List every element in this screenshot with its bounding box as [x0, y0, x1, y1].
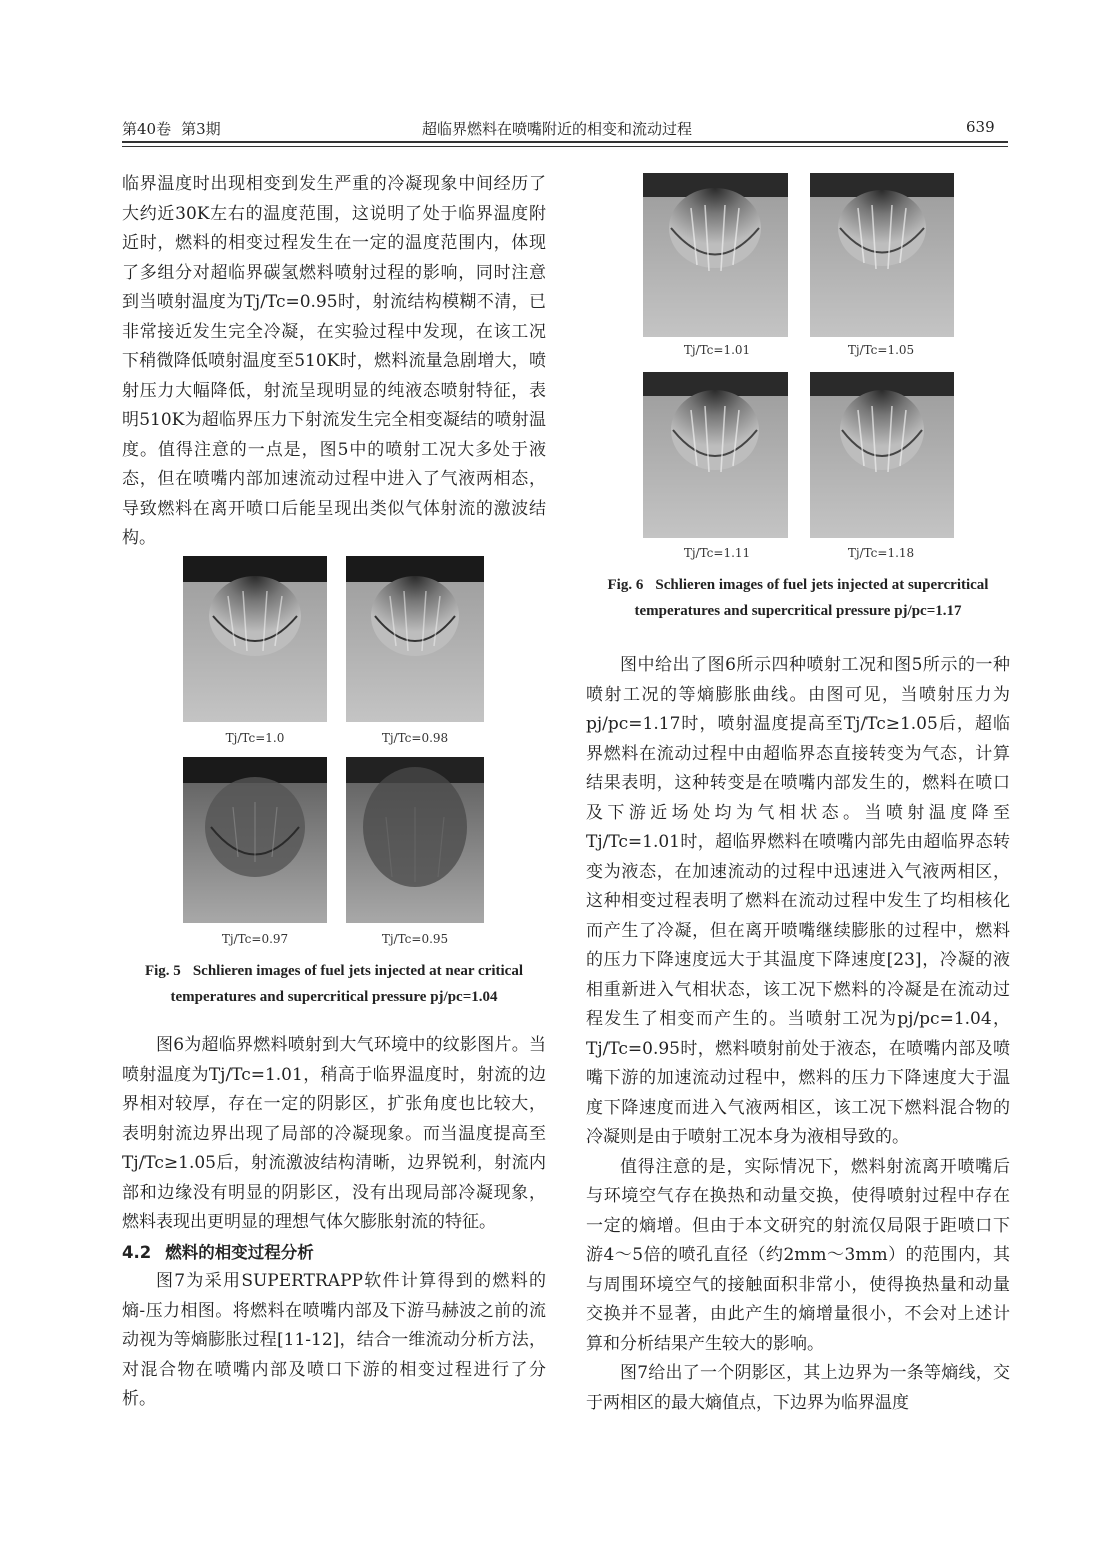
fig6-caption-line1: Schlieren images of fuel jets injected at supercritical — [655, 577, 989, 593]
fig6-image-4 — [810, 372, 954, 538]
section-title: 燃料的相变过程分析 — [165, 1242, 314, 1262]
fig5-image-1 — [183, 556, 327, 722]
running-header-volume: 第40卷 第3期 — [122, 120, 221, 138]
fig5-caption-line2: temperatures and supercritical pressure pj/pc=1.04 — [170, 989, 498, 1005]
fig5-label-4: Tj/Tc=0.95 — [381, 932, 449, 946]
fig5-image-2 — [346, 556, 484, 722]
fig5-caption-line1: Schlieren images of fuel jets injected at near critical — [192, 963, 524, 979]
paragraph: 图7为采用SUPERTRAPP软件计算得到的燃料的熵-压力相图。将燃料在喷嘴内部及下游马赫波之前的流动视为等熵膨胀过程[11-12]，结合一维流动分析方法，对混合物在喷嘴内部及喷口下游的相变过程进行了分析。 — [122, 1271, 546, 1409]
page-number: 639 — [966, 118, 995, 136]
fig6-caption-line2: temperatures and supercritical pressure pj/pc=1.17 — [634, 603, 962, 619]
running-header-title: 超临界燃料在喷嘴附近的相变和流动过程 — [422, 120, 693, 138]
fig5-label-3: Tj/Tc=0.97 — [221, 932, 289, 946]
fig6-caption — [586, 572, 1010, 624]
section-heading — [122, 1238, 546, 1268]
fig5-label-1: Tj/Tc=1.0 — [225, 731, 285, 745]
right-column — [586, 651, 1010, 1418]
paragraph: 临界温度时出现相变到发生严重的冷凝现象中间经历了大约近30K左右的温度范围，这说明了处于临界温度附近时，燃料的相变过程发生在一定的温度范围内，体现了多组分对超临界碳氢燃料喷射过程的影响，同时注意到当喷射温度为Tj/Tc=0.95时，射流结构模糊不清，已非常接近发生完全冷凝，在实验过程中发现，在该工况下稍微降低喷射温度至510K时，燃料流量急剧增大，喷射压力大幅降低，射流呈现明显的纯液态喷射特征，表明510K为超临界压力下射流发生完全相变凝结的喷射温度。值得注意的一点是，图5中的喷射工况大多处于液态，但在喷嘴内部加速流动过程中进入了气液两相态，导致燃料在离开喷口后能呈现出类似气体射流的激波结构。 — [122, 174, 546, 548]
fig5-image-3 — [183, 757, 327, 923]
fig6-label-4: Tj/Tc=1.18 — [847, 546, 915, 560]
left-column-top — [122, 170, 546, 554]
fig6-image-1 — [643, 173, 788, 337]
paragraph: 图中给出了图6所示四种喷射工况和图5所示的一种喷射工况的等熵膨胀曲线。由图可见，当喷射压力为pj/pc=1.17时，喷射温度提高至Tj/Tc≥1.05后，超临界燃料在流动过程中由超临界态直接转变为气态，计算结果表明，这种转变是在喷嘴内部发生的，燃料在喷口及下游近场处均为气相状态。当喷射温度降至Tj/Tc=1.01时，超临界燃料在喷嘴内部先由超临界态转变为液态，在加速流动的过程中迅速进入气液两相区，这种相变过程表明了燃料在流动过程中发生了均相核化而产生了冷凝，但在离开喷嘴继续膨胀的过程中，燃料的压力下降速度远大于其温度下降速度[23]，冷凝的液相重新进入气相状态，该工况下燃料的冷凝是在流动过程发生了相变而产生的。当喷射工况为pj/pc=1.04，Tj/Tc=0.95时，燃料喷射前处于液态，在喷嘴内部及喷嘴下游的加速流动过程中，燃料的压力下降速度大于温度下降速度而进入气液两相区，该工况下燃料混合物的冷凝则是由于喷射工况本身为液相导致的。 — [586, 655, 1010, 1147]
fig6-image-3 — [643, 372, 788, 538]
fig5-image-4 — [346, 757, 484, 923]
fig5-label-2: Tj/Tc=0.98 — [381, 731, 449, 745]
paragraph: 图7给出了一个阴影区，其上边界为一条等熵线，交于两相区的最大熵值点，下边界为临界温度 — [586, 1363, 1010, 1413]
fig5-caption-number: Fig. 5 — [144, 963, 181, 979]
paragraph: 图6为超临界燃料喷射到大气环境中的纹影图片。当喷射温度为Tj/Tc=1.01，稍高于临界温度时，射流的边界相对较厚，存在一定的阴影区，扩张角度也比较大，表明射流边界出现了局部的冷凝现象。而当温度提高至Tj/Tc≥1.05后，射流激波结构清晰，边界锐利，射流内部和边缘没有明显的阴影区，没有出现局部冷凝现象，燃料表现出更明显的理想气体欠膨胀射流的特征。 — [122, 1035, 546, 1232]
fig6-caption-number: Fig. 6 — [607, 577, 644, 593]
header-rule — [122, 141, 1008, 143]
paragraph: 值得注意的是，实际情况下，燃料射流离开喷嘴后与环境空气存在换热和动量交换，使得喷射过程中存在一定的熵增。但由于本文研究的射流仅局限于距喷口下游4～5倍的喷孔直径（约2mm～3mm）的范围内，其与周围环境空气的接触面积非常小，使得换热量和动量交换并不显著，由此产生的熵增量很小，不会对上述计算和分析结果产生较大的影响。 — [586, 1156, 1010, 1354]
left-column-bottom — [122, 1031, 546, 1415]
header-rule-thin — [122, 146, 1008, 147]
fig6-image-2 — [810, 173, 954, 337]
fig6-label-2: Tj/Tc=1.05 — [847, 343, 915, 357]
fig6-label-3: Tj/Tc=1.11 — [683, 546, 751, 560]
fig5-caption — [122, 958, 546, 1010]
fig6-label-1: Tj/Tc=1.01 — [683, 343, 751, 357]
section-number: 4.2 — [122, 1242, 152, 1262]
